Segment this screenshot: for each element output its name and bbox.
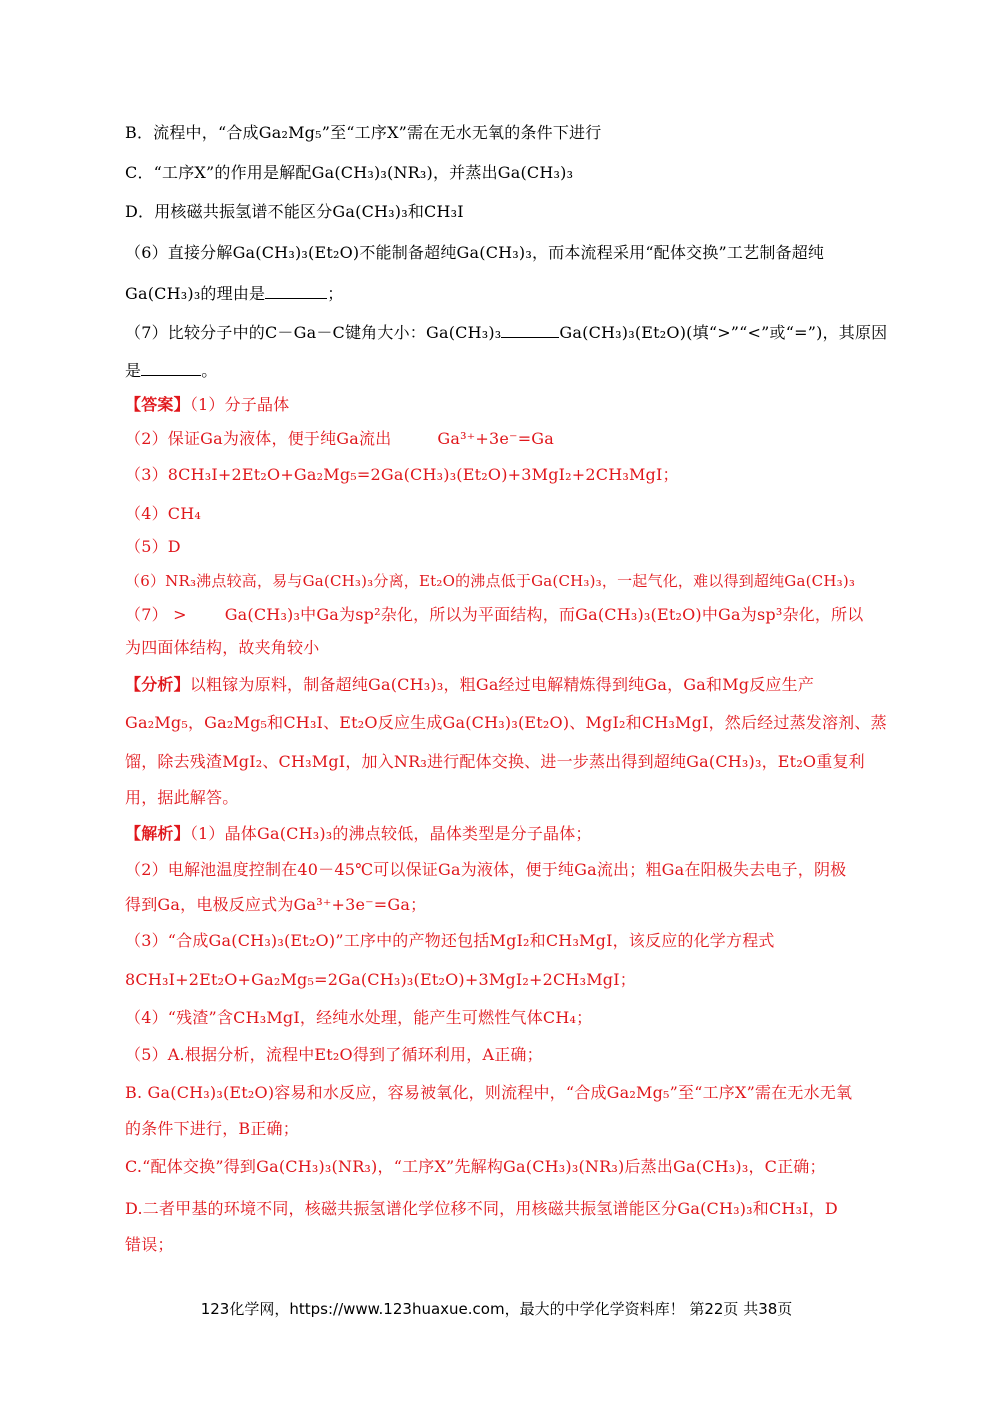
answer-heading: 【答案】（1）分子晶体	[125, 395, 290, 414]
answer-blank	[265, 284, 327, 299]
explanation-5d-cont: 错误；	[125, 1235, 174, 1254]
question-6: （6）直接分解Ga(CH₃)₃(Et₂O)不能制备超纯Ga(CH₃)₃，而本流程采用“配体交换”工艺制备超纯	[125, 243, 825, 262]
question-6-cont: Ga(CH₃)₃的理由是 ；	[125, 284, 344, 303]
answer-blank	[501, 323, 559, 338]
page-footer: 123化学网，https://www.123huaxue.com，最大的中学化学资料库！ 第22页 共38页	[200, 1300, 793, 1318]
question-7-cont: 是 。	[125, 361, 218, 380]
explanation-5c: C.“配体交换”得到Ga(CH₃)₃(NR₃)，“工序X”先解构Ga(CH₃)₃(NR₃)后蒸出Ga(CH₃)₃，C正确；	[125, 1157, 826, 1176]
explanation-5b: B. Ga(CH₃)₃(Et₂O)容易和水反应，容易被氧化，则流程中，“合成Ga₂Mg₅”至“工序X”需在无水无氧	[125, 1083, 853, 1102]
answer-3: （3）8CH₃I+2Et₂O+Ga₂Mg₅=2Ga(CH₃)₃(Et₂O)+3MgI₂+2CH₃MgI；	[125, 465, 679, 484]
explanation-5b-cont: 的条件下进行，B正确；	[125, 1119, 299, 1138]
explanation-5a: （5）A.根据分析，流程中Et₂O得到了循环利用，A正确；	[125, 1045, 543, 1064]
explanation-5d: D.二者甲基的环境不同，核磁共振氢谱化学位移不同，用核磁共振氢谱能区分Ga(CH₃)₃和CH₃I，D	[125, 1199, 838, 1218]
explanation-heading: 【解析】（1）晶体Ga(CH₃)₃的沸点较低，晶体类型是分子晶体；	[125, 824, 592, 843]
analysis-heading: 【分析】以粗镓为原料，制备超纯Ga(CH₃)₃，粗Ga经过电解精炼得到纯Ga，Ga和Mg反应生产	[125, 675, 815, 694]
answer-5: （5）D	[125, 537, 181, 556]
analysis-line-2: Ga₂Mg₅，Ga₂Mg₅和CH₃I、Et₂O反应生成Ga(CH₃)₃(Et₂O)、MgI₂和CH₃MgI，然后经过蒸发溶剂、蒸	[125, 713, 887, 732]
analysis-line-4: 用，据此解答。	[125, 788, 239, 807]
explanation-2-cont: 得到Ga，电极反应式为Ga³⁺+3e⁻=Ga；	[125, 895, 427, 914]
answer-7: （7） > Ga(CH₃)₃中Ga为sp²杂化，所以为平面结构，而Ga(CH₃)₃(Et₂O)中Ga为sp³杂化，所以	[125, 605, 864, 624]
answer-4: （4）CH₄	[125, 504, 201, 523]
answer-blank	[141, 361, 201, 376]
option-d: D．用核磁共振氢谱不能区分Ga(CH₃)₃和CH₃I	[125, 202, 464, 221]
explanation-3-equation: 8CH₃I+2Et₂O+Ga₂Mg₅=2Ga(CH₃)₃(Et₂O)+3MgI₂+2CH₃MgI；	[125, 970, 636, 989]
answer-2: （2）保证Ga为液体，便于纯Ga流出 Ga³⁺+3e⁻=Ga	[125, 429, 555, 448]
explanation-4: （4）“残渣”含CH₃MgI，经纯水处理，能产生可燃性气体CH₄；	[125, 1008, 593, 1027]
answer-7-cont: 为四面体结构，故夹角较小	[125, 638, 320, 657]
explanation-2: （2）电解池温度控制在40－45℃可以保证Ga为液体，便于纯Ga流出；粗Ga在阳极失去电子，阴极	[125, 860, 847, 879]
option-b: B．流程中，“合成Ga₂Mg₅”至“工序X”需在无水无氧的条件下进行	[125, 123, 602, 142]
explanation-3: （3）“合成Ga(CH₃)₃(Et₂O)”工序中的产物还包括MgI₂和CH₃MgI，该反应的化学方程式	[125, 931, 775, 950]
option-c: C．“工序X”的作用是解配Ga(CH₃)₃(NR₃)，并蒸出Ga(CH₃)₃	[125, 163, 574, 182]
question-7: （7）比较分子中的C－Ga－C键角大小：Ga(CH₃)₃ Ga(CH₃)₃(Et₂O)(填“>”“<”或“=”)，其原因	[125, 323, 888, 342]
answer-6: （6）NR₃沸点较高，易与Ga(CH₃)₃分离，Et₂O的沸点低于Ga(CH₃)₃，一起气化，难以得到超纯Ga(CH₃)₃	[125, 572, 856, 590]
analysis-line-3: 馏，除去残渣MgI₂、CH₃MgI，加入NR₃进行配体交换、进一步蒸出得到超纯Ga(CH₃)₃，Et₂O重复利	[125, 752, 865, 771]
